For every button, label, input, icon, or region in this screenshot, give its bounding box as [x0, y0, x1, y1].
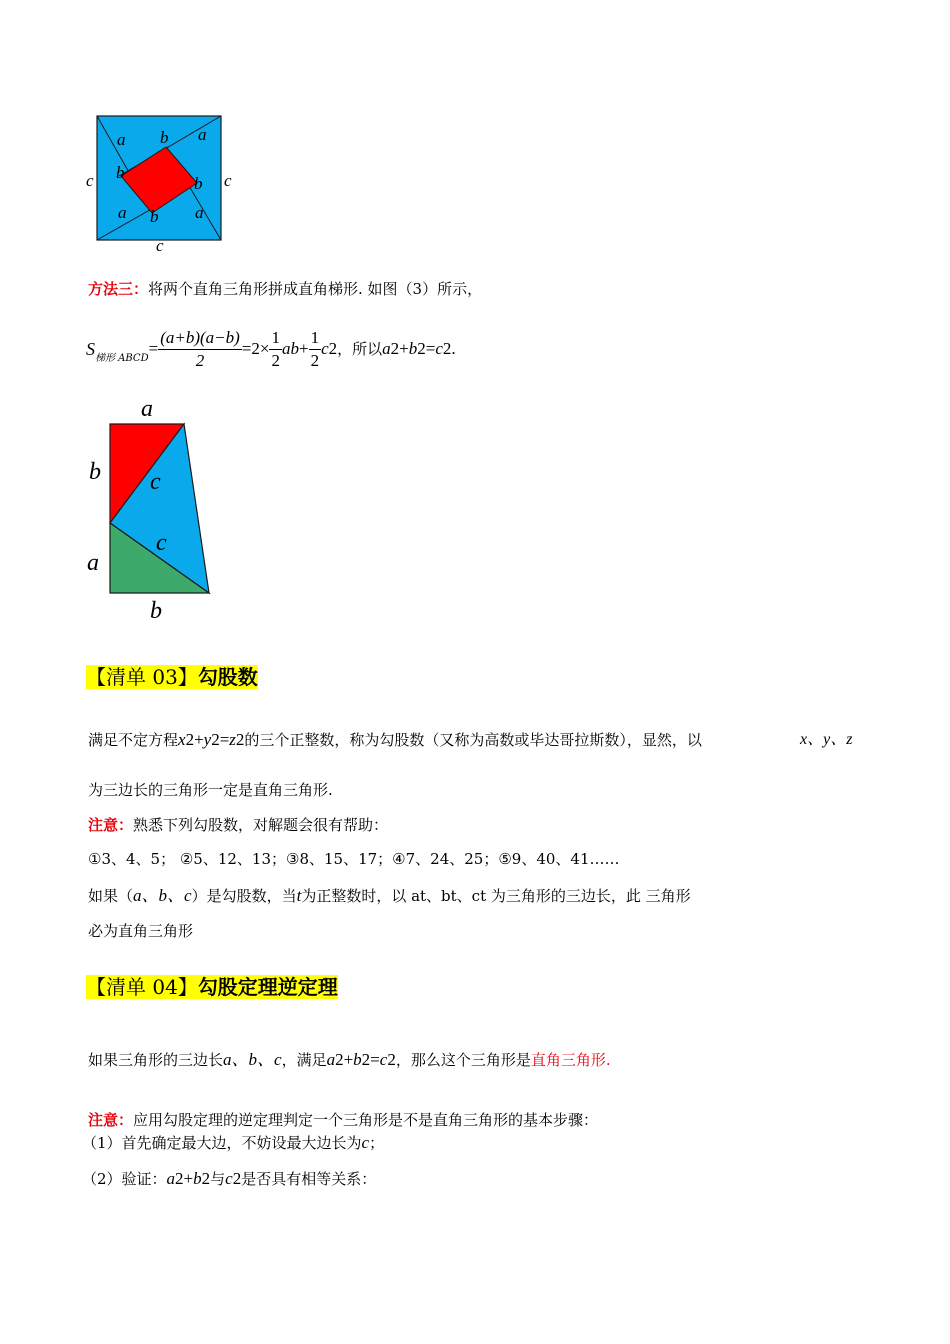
- formula-numerator: (a+b)(a−b): [158, 327, 242, 350]
- var-z: z: [229, 730, 236, 749]
- step-2: （2）验证： a 2 + b 2 与 c 2 是否具有相等关系：: [82, 1169, 377, 1188]
- step2-post: 是否具有相等关系：: [241, 1170, 377, 1188]
- method3-label: 方法三：: [88, 280, 149, 298]
- section-03-note: [88, 815, 388, 835]
- fig1-label: c: [224, 171, 232, 190]
- fig1-label: a: [195, 203, 204, 222]
- s4-note-text: 应用勾股定理的逆定理判定一个三角形是不是直角三角形的基本步骤：: [133, 1111, 599, 1129]
- formula-suffix: ，所以: [337, 340, 383, 358]
- step1-c: c: [361, 1133, 370, 1152]
- step2-c: c: [225, 1169, 233, 1188]
- note-text: 熟悉下列勾股数，对解题会很有帮助：: [133, 816, 389, 834]
- step2-pre: （2）验证：: [82, 1170, 167, 1188]
- fig1-label: a: [198, 125, 207, 144]
- formula-plus: +: [298, 339, 309, 358]
- half2-num: 1: [309, 327, 322, 350]
- step1-pre: （1）首先确定最大边，不妨设最大边长为: [82, 1134, 362, 1152]
- formula-ab: ab: [281, 339, 299, 358]
- p1-post: 的三个正整数，称为勾股数（又称为高数或毕达哥拉斯数），显然，以: [244, 731, 702, 749]
- method3-line: [88, 279, 482, 299]
- s4-note-label: 注意：: [88, 1111, 134, 1129]
- formula-eq2: =2×: [241, 339, 270, 358]
- s4-plus: +: [343, 1050, 354, 1069]
- section-04-bracket: 【清单 04】: [86, 975, 198, 999]
- section-04-title: 勾股定理逆定理: [197, 975, 338, 999]
- p3-pre: 如果（: [88, 887, 134, 905]
- fig2-label: c: [150, 469, 161, 495]
- formula-half: [269, 327, 282, 372]
- half-den: 2: [271, 350, 280, 370]
- half-num: 1: [269, 327, 282, 350]
- p1-pre: 满足不定方程: [88, 731, 179, 749]
- fig1-label: b: [160, 128, 169, 147]
- s4-p1-red: 直角三角形.: [530, 1051, 611, 1069]
- fig1-label: c: [86, 171, 94, 190]
- concl-b: b: [408, 339, 418, 358]
- fig1-label: a: [118, 203, 127, 222]
- figure-trapezoid-proof: [80, 395, 230, 625]
- section-03-p2: 为三边长的三角形一定是直角三角形.: [88, 781, 333, 799]
- formula-fraction: [158, 327, 242, 372]
- p3-vars: a、b、c: [133, 886, 192, 905]
- fig2-label: a: [141, 396, 153, 422]
- fig2-label: c: [156, 530, 167, 556]
- concl-plus: +: [399, 339, 409, 358]
- formula-subscript: 梯形 ABCD: [95, 352, 149, 364]
- s4-p1-mid: ，满足: [281, 1051, 327, 1069]
- pythagorean-triples: ①3、4、5； ②5、12、13；③8、15、17；④7、24、25；⑤9、40、41……: [88, 850, 620, 868]
- fig1-label: b: [194, 174, 203, 193]
- s4-p1-post: ，那么这个三角形是: [395, 1051, 531, 1069]
- section-03-bracket: 【清单 03】: [86, 665, 198, 689]
- vars-xyz: x、y、z: [800, 731, 853, 748]
- step2-a: a: [166, 1169, 176, 1188]
- formula-half2: [309, 327, 322, 372]
- fig1-label: a: [117, 130, 126, 149]
- fig2-label: b: [89, 459, 101, 485]
- plus: +: [194, 730, 204, 749]
- step-1: [82, 1133, 384, 1153]
- section-04-note: [88, 1110, 598, 1130]
- s4-a: a: [326, 1050, 336, 1069]
- section-03-p1: 满足不定方程 x 2 + y 2 = z 2 的三个正整数，称为勾股数（又称为高数或毕达哥拉斯数），显然，以: [88, 730, 702, 749]
- p3-mid: ）是勾股数，当: [191, 887, 297, 905]
- fig2-label: a: [87, 550, 99, 576]
- section-04-heading: [86, 973, 338, 1001]
- var-x: x: [178, 730, 186, 749]
- s4-p1-pre: 如果三角形的三边长: [88, 1051, 224, 1069]
- half2-den: 2: [310, 350, 320, 370]
- eq: =: [219, 730, 230, 749]
- step1-post: ；: [369, 1134, 385, 1152]
- formula-c: c: [321, 339, 329, 358]
- concl-end: .: [451, 339, 456, 358]
- step2-b: b: [193, 1169, 202, 1188]
- s4-b: b: [353, 1050, 362, 1069]
- method3-text: 将两个直角三角形拼成直角梯形. 如图（3）所示，: [148, 280, 483, 298]
- section-03-heading: [86, 663, 258, 691]
- s4-c: c: [379, 1050, 388, 1069]
- formula-S: S: [86, 338, 95, 359]
- concl-c: c: [435, 339, 443, 358]
- formula-eq: =: [148, 339, 159, 358]
- fig2-label: b: [150, 598, 162, 624]
- section-03-p3: [88, 886, 691, 906]
- p3-t: t: [296, 886, 302, 905]
- s4-p1-vars: a、b、c: [223, 1050, 282, 1069]
- p3-post: 为正整数时，以 at、bt、ct 为三角形的三边长，此 三角形: [301, 887, 691, 905]
- section-03-title: 勾股数: [197, 665, 258, 689]
- section-04-p1: 如果三角形的三边长 a、b、c ，满足 a 2 + b 2 = c 2 ，那么这个三角形是 直角三角形.: [88, 1050, 611, 1069]
- fig1-label: b: [116, 163, 125, 182]
- fig1-label: b: [150, 207, 159, 226]
- note-label: 注意：: [88, 816, 134, 834]
- s4-eq: =: [370, 1050, 380, 1069]
- var-y: y: [203, 730, 212, 749]
- concl-a: a: [382, 339, 391, 358]
- formula-denominator: 2: [195, 350, 205, 370]
- section-03-p4: 必为直角三角形: [88, 922, 194, 940]
- concl-eq: =: [425, 339, 436, 358]
- figure-square-proof: [80, 110, 250, 255]
- step2-with: 与: [210, 1170, 226, 1188]
- step2-plus: +: [183, 1169, 194, 1188]
- fig1-label: c: [156, 236, 164, 255]
- trapezoid-formula: S 梯形 ABCD = $\frac{(a+b)(a-b)}{2}$ =2× $\frac{1}{2}$ ab + $\frac{1}{2}$ c 2 ，所以 a 2 + b 2 = c 2 .: [86, 327, 456, 370]
